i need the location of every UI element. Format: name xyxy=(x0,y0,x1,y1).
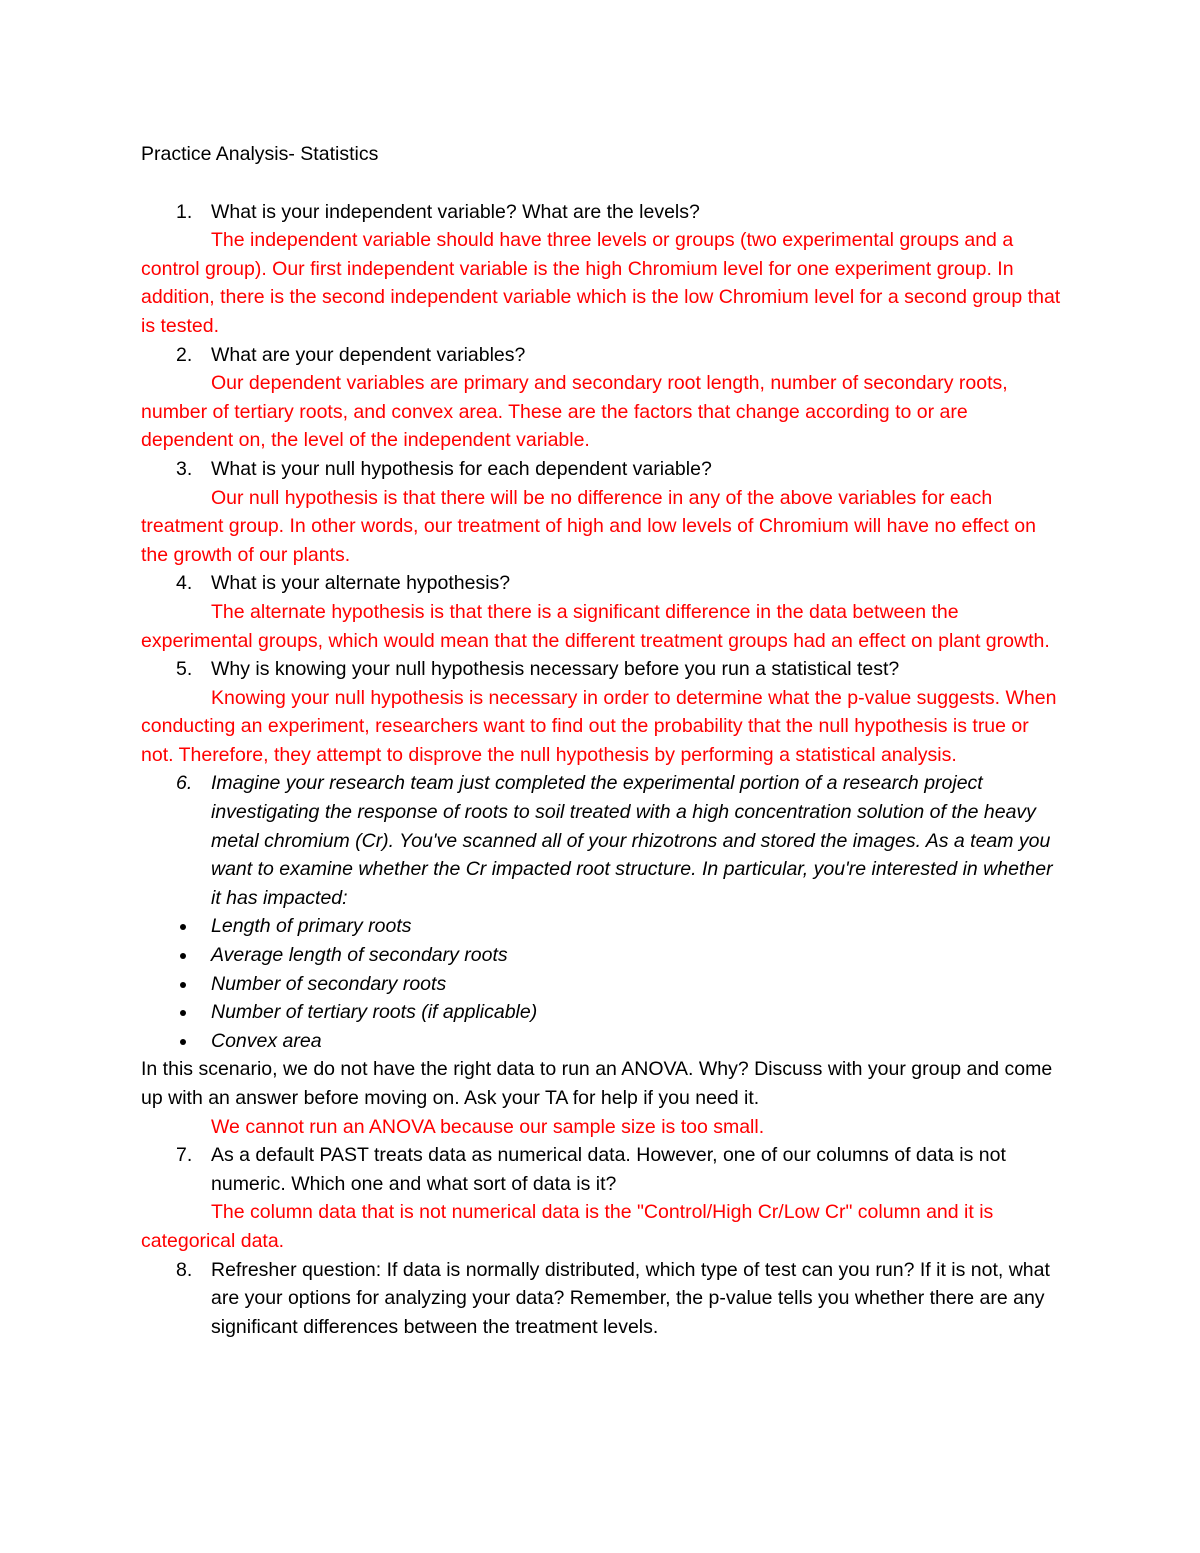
bullet-text: Number of secondary roots xyxy=(211,972,447,995)
question-7 xyxy=(141,1141,1061,1198)
question-text: What are your dependent variables? xyxy=(211,343,526,366)
answer-6: We cannot run an ANOVA because our sample size is too small. xyxy=(211,1115,765,1138)
bullet-icon xyxy=(180,924,186,930)
question-number: 5. xyxy=(176,658,193,681)
question-number: 3. xyxy=(176,457,193,480)
bullet-item xyxy=(141,941,1061,970)
question-number: 6. xyxy=(176,772,193,795)
bullet-icon xyxy=(180,1010,186,1016)
question-text: What is your alternate hypothesis? xyxy=(211,572,511,595)
answer-7: The column data that is not numerical data is the "Control/High Cr/Low Cr" column and it is categorical data. xyxy=(141,1201,994,1252)
question-5 xyxy=(141,655,1061,684)
question-text: Refresher question: If data is normally distributed, which type of test can you run? If it is not, what are your options for analyzing your data? Remember, the p-value tells you whether there are any significant differences between the treatment levels. xyxy=(211,1258,1050,1338)
question-number: 1. xyxy=(176,200,193,223)
question-number: 8. xyxy=(176,1258,193,1281)
question-4 xyxy=(141,569,1061,598)
answer-2: Our dependent variables are primary and secondary root length, number of secondary roots, number of tertiary roots, and convex area. These are the factors that change according to or are dependent on, the level of the independent variable. xyxy=(141,372,1008,452)
document-title: Practice Analysis- Statistics xyxy=(141,143,379,165)
answer-1: The independent variable should have three levels or groups (two experimental groups and a control group). Our first independent variable is the high Chromium level for one experiment group. In addition, there is the second independent variable which is the low Chromium level for a second group that is tested. xyxy=(141,229,1061,337)
bullet-text: Average length of secondary roots xyxy=(211,944,508,967)
bullet-item xyxy=(141,970,1061,999)
question-text: Why is knowing your null hypothesis necessary before you run a statistical test? xyxy=(211,658,900,681)
bullet-icon xyxy=(180,982,186,988)
document-page xyxy=(141,140,1061,1341)
bullet-text: Convex area xyxy=(211,1029,322,1052)
answer-3: Our null hypothesis is that there will be no difference in any of the above variables for each treatment group. In other words, our treatment of high and low levels of Chromium will have no effect on the growth of our plants. xyxy=(141,486,1036,566)
question-text: What is your null hypothesis for each dependent variable? xyxy=(211,457,712,480)
question-3 xyxy=(141,455,1061,484)
answer-4: The alternate hypothesis is that there is a significant difference in the data between the experimental groups, which would mean that the different treatment groups had an effect on plant growth. xyxy=(141,600,1050,652)
question-number: 2. xyxy=(176,343,193,366)
bullet-icon xyxy=(180,1039,186,1045)
scenario-text: In this scenario, we do not have the right data to run an ANOVA. Why? Discuss with your group and come up with an answer before moving on. Ask your TA for help if you need it. xyxy=(141,1058,1053,1109)
question-6 xyxy=(141,769,1061,912)
bullet-item xyxy=(141,912,1061,941)
bullet-icon xyxy=(180,953,186,959)
bullet-text: Number of tertiary roots (if applicable) xyxy=(211,1001,538,1024)
question-number: 7. xyxy=(176,1144,193,1167)
question-text: What is your independent variable? What are the levels? xyxy=(211,200,700,223)
bullet-item xyxy=(141,1027,1061,1056)
question-number: 4. xyxy=(176,572,193,595)
question-text: Imagine your research team just completed the experimental portion of a research project investigating the response of roots to soil treated with a high concentration solution of the heavy metal chromium (Cr). You've scanned all of your rhizotrons and stored the images. As a team you want to examine whether the Cr impacted root structure. In particular, you're interested in whether it has impacted: xyxy=(211,772,1053,909)
bullet-text: Length of primary roots xyxy=(211,915,412,938)
answer-5: Knowing your null hypothesis is necessary in order to determine what the p-value suggests. When conducting an experiment, researchers want to find out the probability that the null hypothesis is true or not. Therefore, they attempt to disprove the null hypothesis by performing a statistical analysis. xyxy=(141,686,1057,766)
question-8 xyxy=(141,1256,1061,1342)
question-text: As a default PAST treats data as numerical data. However, one of our columns of data is not numeric. Which one and what sort of data is it? xyxy=(211,1144,1006,1195)
question-2 xyxy=(141,341,1061,370)
bullet-item xyxy=(141,998,1061,1027)
question-1 xyxy=(141,198,1061,227)
